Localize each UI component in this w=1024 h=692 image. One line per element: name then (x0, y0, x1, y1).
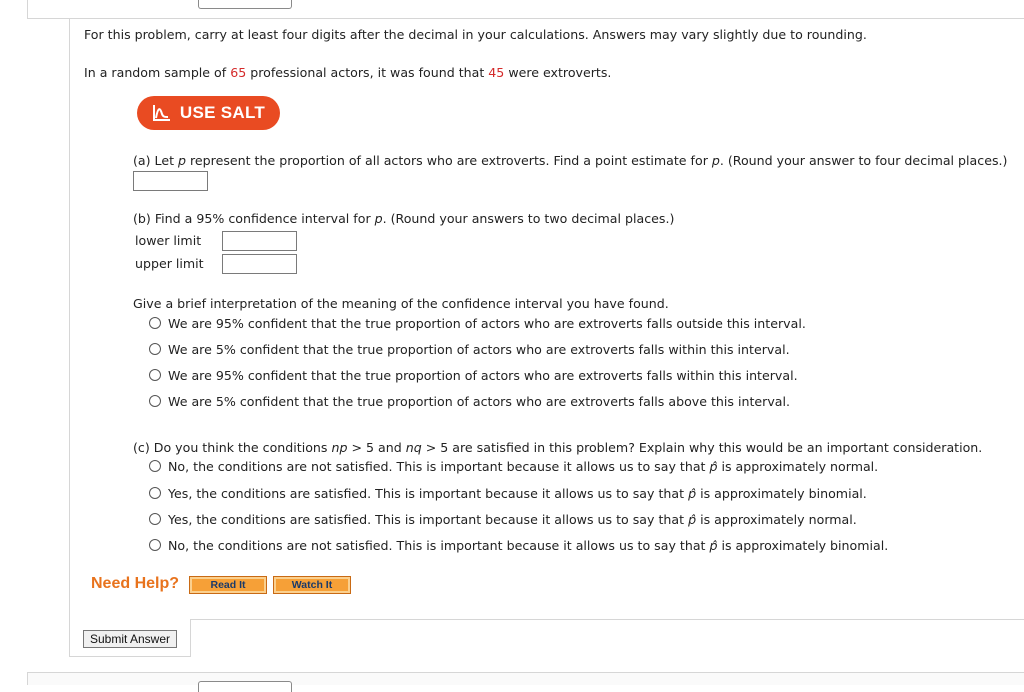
submit-answer-button[interactable]: Submit Answer (83, 630, 177, 648)
question-frame-bottom (69, 656, 191, 657)
interpretation-option-1[interactable]: We are 95% confident that the true proportion of actors who are extroverts falls outside this interval. (168, 316, 806, 331)
part-a-text: represent the proportion of all actors who are extroverts. Find a point estimate for (186, 153, 712, 168)
part-b-question (133, 211, 674, 227)
option-text: No, the conditions are not satisfied. This is important because it allows us to say that (168, 459, 710, 474)
option-text: is approximately binomial. (717, 538, 889, 553)
var-np: np (331, 440, 348, 455)
salt-chart-icon (152, 104, 172, 122)
problem-statement (84, 65, 611, 81)
option-text: No, the conditions are not satisfied. This is important because it allows us to say that (168, 538, 710, 553)
var-p-hat: p̂ (688, 512, 697, 527)
option-text: is approximately normal. (696, 512, 857, 527)
part-b-text: . (Round your answers to two decimal places.) (382, 211, 675, 226)
need-help-label: Need Help? (91, 575, 180, 592)
use-salt-label: USE SALT (179, 103, 266, 122)
option-text: Yes, the conditions are satisfied. This is important because it allows us to say that (168, 486, 689, 501)
interpretation-radio-1[interactable] (149, 317, 161, 329)
var-p: p (711, 153, 720, 168)
interpretation-option-2[interactable]: We are 5% confident that the true proportion of actors who are extroverts falls within this interval. (168, 342, 790, 357)
part-c-text: > 5 and (347, 440, 406, 455)
scroll-tab-top (198, 0, 292, 9)
conditions-option-3[interactable] (168, 512, 857, 528)
var-p-hat: p̂ (688, 486, 697, 501)
read-it-button[interactable]: Read It (189, 576, 267, 594)
upper-limit-input[interactable] (222, 254, 297, 274)
conditions-option-1[interactable] (168, 459, 878, 475)
conditions-option-2[interactable] (168, 486, 867, 502)
interpretation-radio-3[interactable] (149, 369, 161, 381)
part-a-text: . (Round your answer to four decimal places.) (719, 153, 1008, 168)
watch-it-button[interactable]: Watch It (273, 576, 351, 594)
lower-limit-input[interactable] (222, 231, 297, 251)
var-p-hat: p̂ (709, 538, 718, 553)
conditions-radio-1[interactable] (149, 460, 161, 472)
statement-text: were extroverts. (504, 65, 612, 80)
part-c-text: > 5 are satisfied in this problem? Explain why this would be an important consideration. (421, 440, 983, 455)
scroll-tab-bottom (198, 681, 292, 692)
var-p: p (178, 153, 187, 168)
interpretation-radio-2[interactable] (149, 343, 161, 355)
option-text: is approximately normal. (717, 459, 879, 474)
instructions: For this problem, carry at least four digits after the decimal in your calculations. Answers may vary slightly due to rounding. (84, 27, 867, 42)
question-frame-left (69, 19, 70, 657)
interpretation-prompt: Give a brief interpretation of the meaning of the confidence interval you have found. (133, 296, 669, 311)
interpretation-option-4[interactable]: We are 5% confident that the true proportion of actors who are extroverts falls above this interval. (168, 394, 790, 409)
conditions-option-4[interactable] (168, 538, 888, 554)
statement-text: In a random sample of (84, 65, 231, 80)
part-c-question (133, 440, 982, 456)
question-frame-submit-region (190, 619, 1024, 657)
option-text: Yes, the conditions are satisfied. This is important because it allows us to say that (168, 512, 689, 527)
interpretation-radio-4[interactable] (149, 395, 161, 407)
var-nq: nq (405, 440, 422, 455)
conditions-radio-2[interactable] (149, 487, 161, 499)
statement-text: professional actors, it was found that (246, 65, 489, 80)
use-salt-button[interactable] (137, 96, 280, 130)
part-a-question (133, 153, 1007, 169)
interpretation-option-3[interactable]: We are 95% confident that the true proportion of actors who are extroverts falls within this interval. (168, 368, 798, 383)
question-frame-top (27, 0, 1024, 19)
part-c-text: (c) Do you think the conditions (133, 440, 332, 455)
success-count: 45 (488, 65, 505, 80)
option-text: is approximately binomial. (696, 486, 867, 501)
next-question-frame (27, 672, 1024, 685)
var-p-hat: p̂ (709, 459, 718, 474)
part-b-text: (b) Find a 95% confidence interval for (133, 211, 375, 226)
conditions-radio-4[interactable] (149, 539, 161, 551)
sample-size: 65 (230, 65, 247, 80)
upper-limit-label: upper limit (135, 256, 204, 271)
lower-limit-label: lower limit (135, 233, 202, 248)
point-estimate-input[interactable] (133, 171, 208, 191)
conditions-radio-3[interactable] (149, 513, 161, 525)
var-p: p (374, 211, 383, 226)
part-a-text: (a) Let (133, 153, 179, 168)
